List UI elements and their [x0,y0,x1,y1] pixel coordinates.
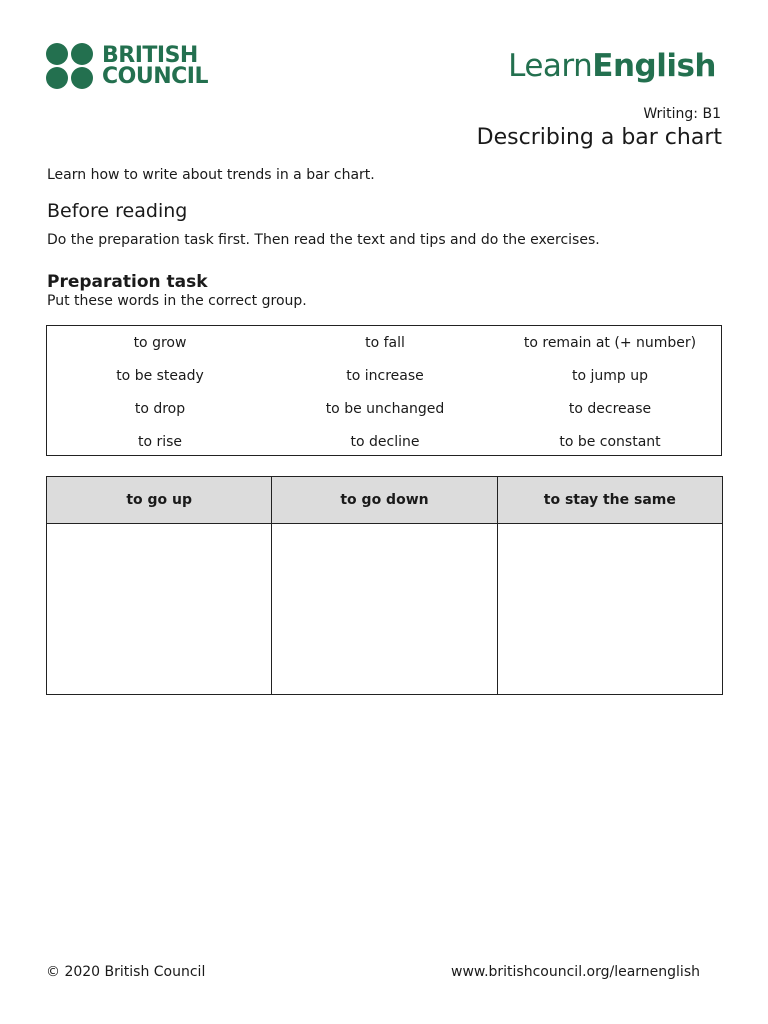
word-item: to decrease [568,401,652,417]
level-label: Writing: B1 [643,106,721,122]
word-item: to drop [134,401,186,417]
word-item: to be unchanged [325,401,445,417]
word-item: to decline [350,434,420,450]
sorting-table-header-row [47,477,723,524]
word-box [46,325,722,456]
answer-cell-stay-same[interactable] [497,524,722,695]
preparation-heading: Preparation task [47,272,208,292]
word-item: to fall [365,335,405,351]
word-item: to rise [137,434,183,450]
footer-url: www.britishcouncil.org/learnenglish [451,964,700,980]
page-title: Describing a bar chart [476,125,722,150]
before-reading-text: Do the preparation task first. Then read the text and tips and do the exercises. [47,232,600,248]
before-reading-heading: Before reading [47,200,188,222]
answer-cell-go-down[interactable] [272,524,497,695]
british-council-circles-icon [46,43,94,89]
british-council-logo [46,43,208,89]
column-header-stay-same: to stay the same [497,477,722,524]
bc-logo-line1: BRITISH [102,43,198,68]
sorting-table [46,476,723,695]
word-item: to increase [346,368,424,384]
learnenglish-logo [508,48,716,84]
intro-text: Learn how to write about trends in a bar chart. [47,167,375,183]
word-item: to be constant [559,434,661,450]
word-item: to grow [133,335,187,351]
word-item: to jump up [571,368,648,384]
word-item: to remain at (+ number) [523,335,697,351]
le-logo-english: English [592,48,716,84]
footer-copyright: © 2020 British Council [46,964,206,980]
sorting-table-answer-row [47,524,723,695]
word-item: to be steady [116,368,204,384]
preparation-instruction: Put these words in the correct group. [47,293,307,309]
bc-logo-line2: COUNCIL [102,64,208,89]
le-logo-learn: Learn [508,48,593,84]
answer-cell-go-up[interactable] [47,524,272,695]
word-grid [47,326,721,459]
column-header-go-up: to go up [47,477,272,524]
column-header-go-down: to go down [272,477,497,524]
